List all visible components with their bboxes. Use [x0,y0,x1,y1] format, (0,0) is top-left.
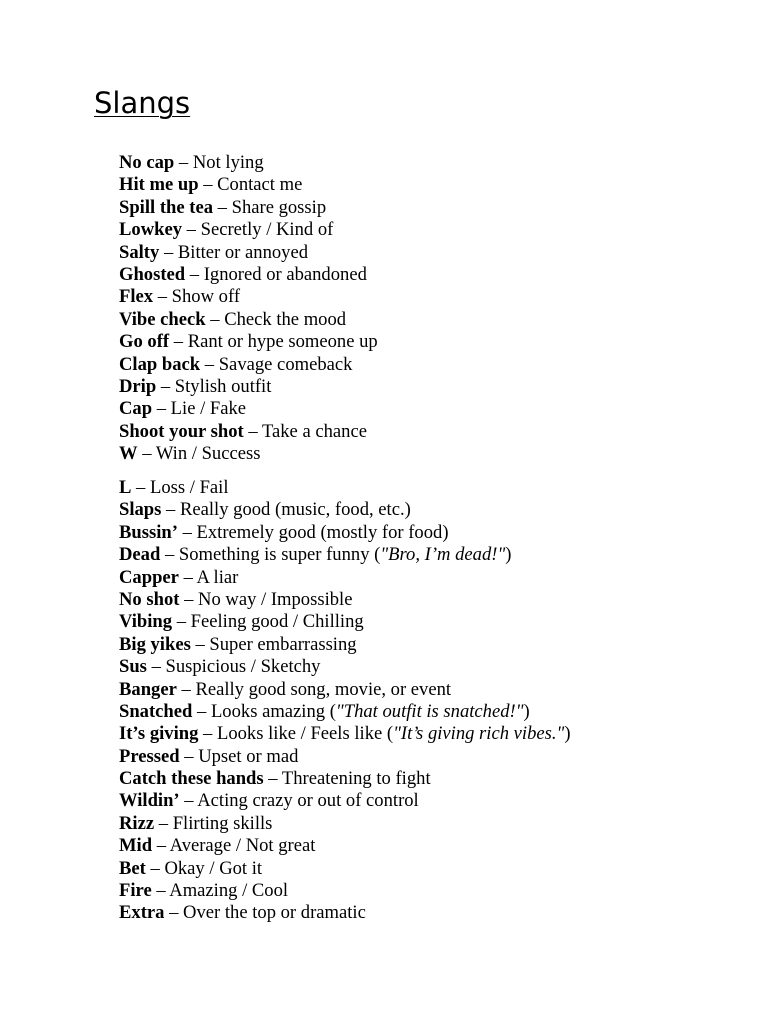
slang-definition: Bitter or annoyed [177,241,309,263]
slang-entry [119,197,378,219]
slang-entry [119,152,378,174]
slang-entry [119,499,571,521]
slang-entry [119,421,378,443]
slang-definition: Threatening to fight [281,768,431,790]
slang-definition: Rant or hype someone up [187,331,378,353]
slang-term: No cap [119,152,175,173]
separator: – [182,219,201,241]
slang-entry [119,376,378,398]
slang-term: Hit me up [119,174,199,196]
slang-entry [119,174,378,196]
separator: – [174,152,193,173]
slang-list-2 [119,477,571,925]
slang-term: Sus [119,656,147,678]
slang-term: Dead [119,544,161,566]
slang-definition: Contact me [217,174,303,196]
separator: – [172,611,191,633]
slang-entry [119,544,571,566]
slang-definition: Share gossip [231,196,327,218]
slang-entry [119,835,571,857]
slang-definition: Flirting skills [172,812,273,834]
slang-term: Lowkey [119,219,183,241]
slang-term: Spill the tea [119,196,214,218]
separator: – [131,477,150,498]
slang-term: Mid [119,835,153,857]
slang-entry [119,242,378,264]
separator: – [179,790,198,812]
slang-entry [119,679,571,701]
slang-term: Bet [119,857,146,879]
slang-entry [119,790,571,812]
slang-term: Slaps [119,499,162,521]
slang-definition: Show off [171,286,241,308]
slang-definition: Average / Not great [169,835,316,857]
slang-term: Cap [119,398,153,420]
slang-definition: Win / Success [155,443,261,465]
slang-definition: Okay / Got it [164,857,263,879]
slang-example: "It’s giving rich vibes." [393,723,565,745]
page-title: Slangs [94,86,191,120]
slang-definition: Savage comeback [218,353,353,375]
slang-entry [119,813,571,835]
separator: – [137,443,156,465]
slang-term: Rizz [119,812,155,834]
separator: – [146,656,166,678]
slang-entry [119,219,378,241]
slang-entry [119,443,378,465]
slang-definition: Loss / Fail [150,477,229,498]
slang-entry [119,701,571,723]
separator: – [151,880,170,902]
slang-term: L [119,477,132,498]
slang-entry [119,589,571,611]
slang-definition: Acting crazy or out of control [197,790,419,812]
separator: – [192,700,211,722]
slang-term: Go off [119,331,170,353]
slang-example: "Bro, I’m dead!" [380,544,506,566]
separator: – [160,544,179,566]
slang-definition: Lie / Fake [170,398,247,420]
separator: – [198,174,218,196]
closing-paren: ) [523,700,530,722]
slang-entry [119,634,571,656]
separator: – [179,588,199,610]
separator: – [152,835,170,857]
separator: – [263,768,282,790]
slang-definition: Looks like / Feels like ( [216,723,394,745]
slang-definition: No way / Impossible [198,588,353,610]
slang-entry [119,398,378,420]
slang-entry [119,880,571,902]
slang-term: Fire [119,880,152,902]
slang-definition: Amazing / Cool [169,880,289,902]
slang-entry [119,768,571,790]
closing-paren: ) [505,544,512,566]
slang-definition: A liar [196,566,239,588]
slang-example: "That outfit is snatched!" [335,700,524,722]
slang-entry [119,522,571,544]
slang-entry [119,354,378,376]
separator: – [176,678,196,700]
slang-definition: Ignored or abandoned [203,263,367,285]
slang-definition: Something is super funny ( [178,544,381,566]
slang-entry [119,477,571,499]
separator: – [185,263,204,285]
separator: – [198,723,217,745]
slang-term: Drip [119,375,157,397]
separator: – [179,745,199,767]
slang-entry [119,264,378,286]
slang-entry [119,309,378,331]
slang-entry [119,858,571,880]
slang-term: Salty [119,241,160,263]
separator: – [213,196,232,218]
slang-entry [119,611,571,633]
slang-definition: Looks amazing ( [210,700,336,722]
slang-term: Big yikes [119,633,191,655]
slang-term: Flex [119,286,154,308]
slang-term: Shoot your shot [119,420,244,442]
slang-definition: Not lying [192,152,264,173]
separator: – [178,566,197,588]
separator: – [243,420,262,442]
slang-term: Ghosted [119,263,186,285]
separator: – [177,521,197,543]
separator: – [153,286,172,308]
slang-definition: Over the top or dramatic [183,902,366,924]
slang-term: No shot [119,588,180,610]
slang-list-1 [119,152,378,465]
slang-term: Clap back [119,353,201,375]
slang-term: Banger [119,678,177,700]
slang-definition: Take a chance [261,420,367,442]
slang-definition: Upset or mad [198,745,299,767]
closing-paren: ) [564,723,571,745]
slang-term: Extra [119,902,165,924]
slang-term: Snatched [119,700,193,722]
separator: – [156,375,175,397]
slang-term: Bussin’ [119,521,178,543]
separator: – [205,308,225,330]
slang-term: Vibe check [119,308,206,330]
slang-entry [119,286,378,308]
slang-term: Catch these hands [119,768,264,790]
separator: – [169,331,188,353]
slang-definition: Stylish outfit [174,375,272,397]
separator: – [164,902,184,924]
slang-term: Capper [119,566,179,588]
slang-entry [119,746,571,768]
slang-definition: Secretly / Kind of [200,219,334,241]
slang-definition: Extremely good (mostly for food) [196,521,449,543]
slang-definition: Feeling good / Chilling [190,611,364,633]
slang-definition: Check the mood [224,308,347,330]
separator: – [190,633,210,655]
slang-term: Pressed [119,745,180,767]
separator: – [159,241,178,263]
slang-entry [119,656,571,678]
separator: – [145,857,165,879]
slang-entry [119,331,378,353]
slang-definition: Really good song, movie, or event [195,678,452,700]
slang-entry [119,902,571,924]
separator: – [152,398,171,420]
slang-entry [119,723,571,745]
slang-definition: Really good (music, food, etc.) [179,499,411,521]
slang-definition: Super embarrassing [209,633,357,655]
slang-term: Wildin’ [119,790,180,812]
separator: – [161,499,180,521]
slang-definition: Suspicious / Sketchy [165,656,321,678]
separator: – [154,812,173,834]
slang-term: It’s giving [119,723,199,745]
slang-entry [119,567,571,589]
slang-term: Vibing [119,611,173,633]
separator: – [200,353,219,375]
slang-term: W [119,443,138,465]
